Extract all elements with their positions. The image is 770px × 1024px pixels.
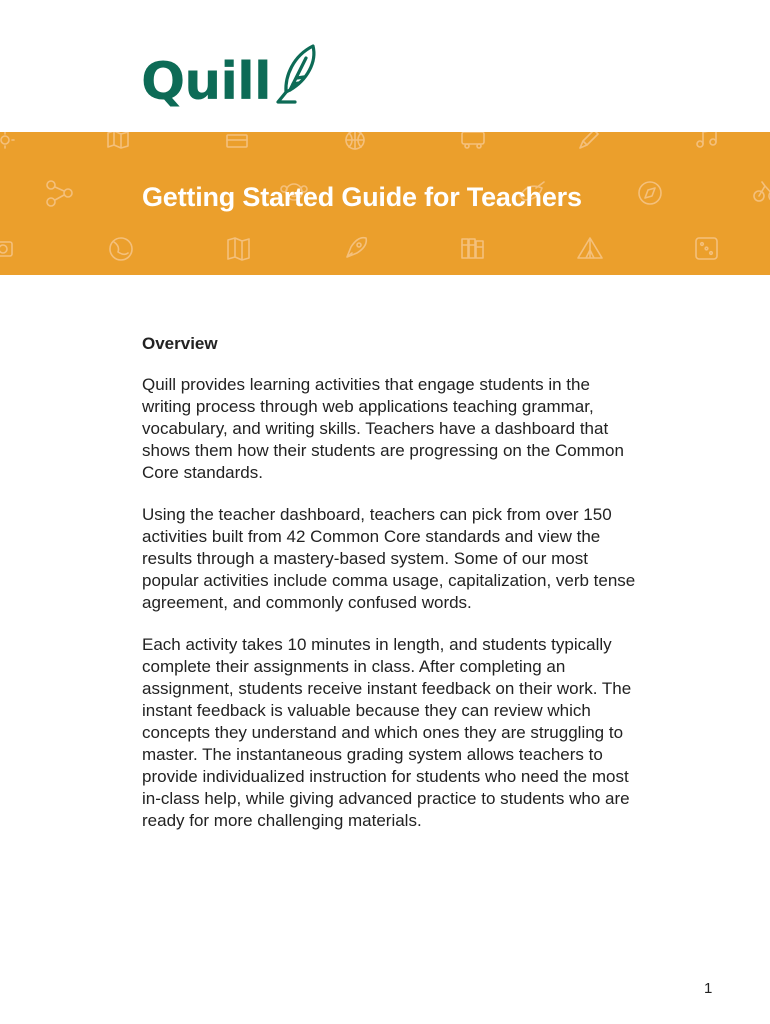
map-icon-2 <box>228 238 249 260</box>
overview-paragraph: Using the teacher dashboard, teachers can pick from over 150 activities built from 42 Common Core standards and view the results through a mastery-based system. Some of our most popular activities include comma usage, capitalization, verb tense agreement, and commonly confused words. <box>142 505 636 612</box>
rocket-icon <box>347 238 366 257</box>
molecule-icon <box>47 181 72 206</box>
map-icon <box>108 132 128 148</box>
overview-paragraph: Each activity takes 10 minutes in length, and students typically complete their assignments in class. After completing an assignment, students receive instant feedback on their work. The instant feedback is valuable because they can review which concepts they understand and which ones they are struggling to master. The instantaneous grading system allows teachers to provide individualized instruction for students who need the most in-class help, while giving advanced practice to students who are ready for more challenging materials. <box>142 635 632 830</box>
logo-wordmark: Quill <box>141 52 271 112</box>
bus-icon <box>462 132 484 148</box>
quill-logo <box>141 38 319 112</box>
quill-feather-icon <box>273 42 319 104</box>
camera-icon <box>0 242 12 256</box>
section-heading: Overview <box>142 334 218 353</box>
dice-icon <box>696 238 717 259</box>
book-icon <box>227 135 247 147</box>
pencil-icon <box>580 132 598 148</box>
compass-icon <box>639 182 661 204</box>
overview-paragraph: Quill provides learning activities that engage students in the writing process through web applications teaching grammar, vocabulary, and writing skills. Teachers have a dashboard that shows them how their students are progressing on the Common Core standards. <box>142 375 624 482</box>
books-icon <box>462 239 483 258</box>
globe-icon <box>110 238 132 260</box>
music-notes-icon <box>697 132 716 147</box>
bicycle-icon <box>754 182 770 201</box>
document-title: Getting Started Guide for Teachers <box>142 182 582 212</box>
tent-icon <box>578 238 602 258</box>
sun-icon <box>1 132 14 148</box>
basketball-icon <box>346 132 364 149</box>
title-banner <box>0 132 770 275</box>
overview-section <box>142 331 642 832</box>
page-number: 1 <box>704 980 713 997</box>
